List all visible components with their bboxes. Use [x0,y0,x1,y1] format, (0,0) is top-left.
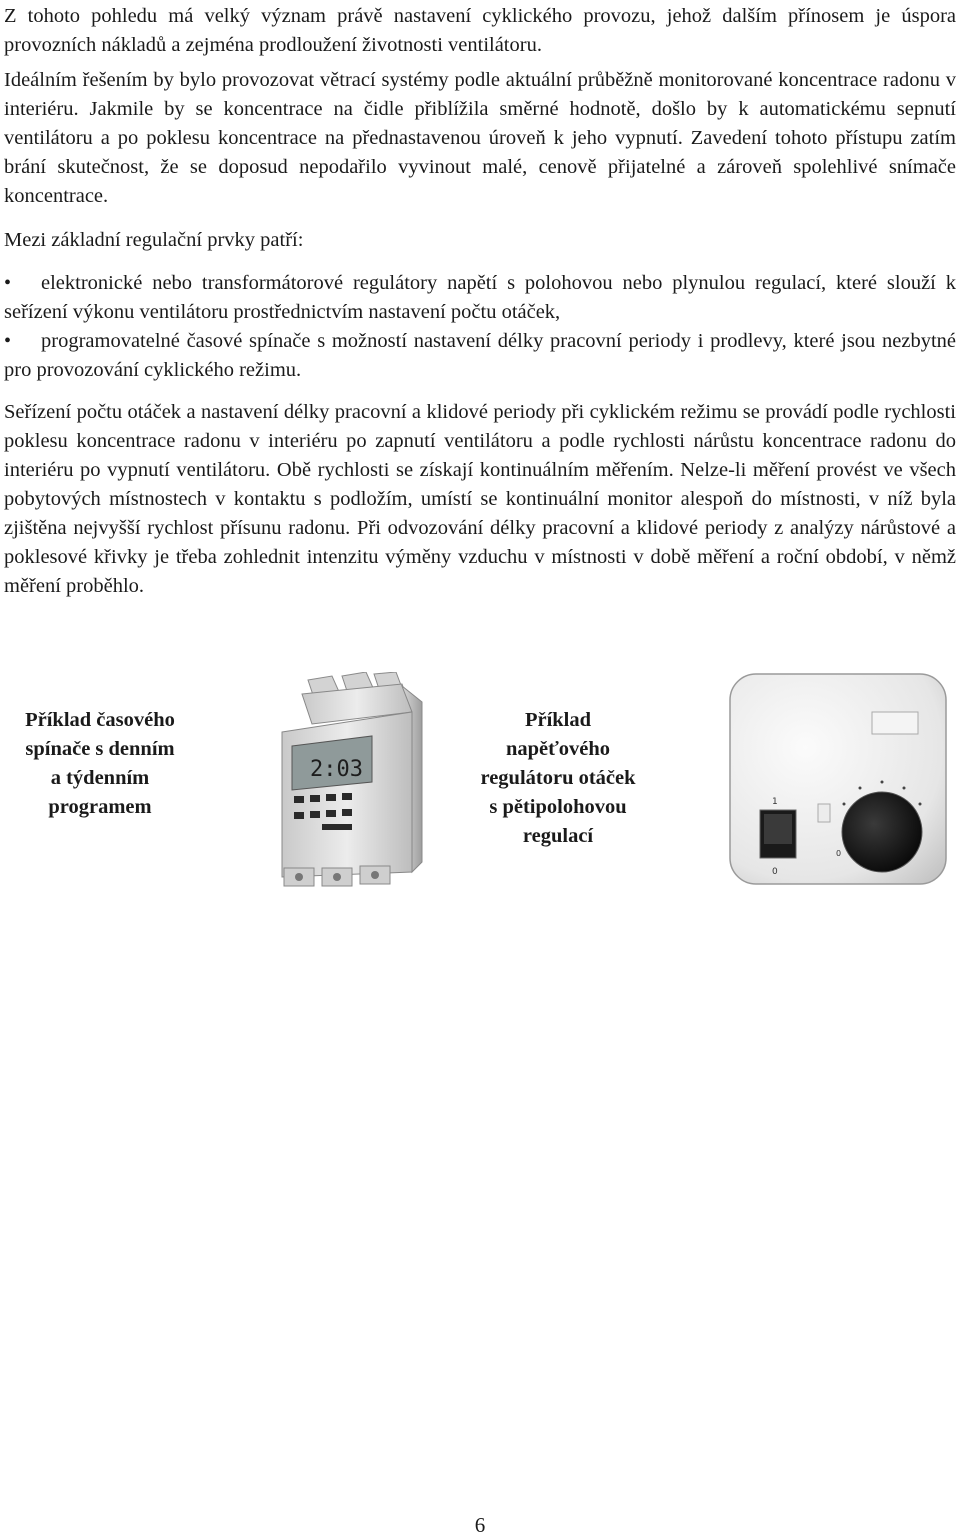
paragraph-speed-adjustment: Seřízení počtu otáček a nastavení délky pracovní a klidové periody při cyklickém režimu se provádí podle rychlosti poklesu koncentrace radonu v interiéru po zapnutí ventilátoru a podle rychlosti nárůstu koncentrace radonu do interiéru po vypnutí ventilátoru. Obě rychlosti se získají kontinuálním měřením. Nelze-li měření provést ve všech pobytových místnostech v kontaktu s podložím, umístí se kontinuální monitor alespoň do místnosti, v níž byla zjištěna nejvyšší rychlost přísunu radonu. Při odvozování délky pracovní a klidové periody z analýzy nárůstové a poklesové křivky je třeba zohlednit intenzitu výměny vzduchu v místnosti v době měření a roční období, v němž měření proběhlo. [4,401,956,597]
paragraph-control-elements-intro: Mezi základní regulační prvky patří: [4,229,304,251]
page-number: 6 [474,1513,486,1537]
timer-display-digits: 2:03 [310,757,363,782]
caption-line: Příklad [524,709,592,731]
bullet-text: elektronické nebo transformátorové regulátory napětí s polohovou nebo plynulou regulací, které slouží k seřízení výkonu ventilátoru prostřednictvím nastavení počtu otáček, [4,272,956,323]
caption-line: s pětipolohovou [489,796,627,818]
bullet-item-time-switches [4,327,956,385]
paragraph-cyclic-operation: Z tohoto pohledu má velký význam právě nastavení cyklického provozu, jehož dalším přínosem je úspora provozních nákladů a zejména prodloužení životnosti ventilátoru. [4,5,956,56]
time-switch-image [262,672,430,892]
caption-line: a týdenním [50,767,150,789]
caption-line: regulací [522,825,594,847]
paragraph-ideal-solution: Ideálním řešením by bylo provozovat větrací systémy podle aktuální průběžně monitorované koncentrace radonu v interiéru. Jakmile by se koncentrace na čidle přiblížila směrné hodnotě, došlo by k automatickému sepnutí ventilátoru a po poklesu koncentrace na přednastavenou úroveň k jeho vypnutí. Zavedení tohoto přístupu zatím brání skutečnost, že se doposud nepodařilo vyvinout malé, cenově přijatelné a zároveň spolehlivé snímače koncentrace. [4,69,956,207]
caption-line: napěťového [505,738,611,760]
figure-caption-voltage-regulator [448,706,668,851]
voltage-regulator-image [722,664,954,892]
figure-caption-time-switch [0,706,200,822]
bullet-item-voltage-regulators [4,269,956,327]
caption-line: Příklad časového [25,709,175,731]
caption-line: spínače s denním [25,738,175,760]
switch-off-label: 0 [772,867,778,877]
bullet-text: programovatelné časové spínače s možností nastavení délky pracovní periody i prodlevy, které jsou nezbytné pro provozování cyklického režimu. [4,330,956,381]
bullet-icon: • [4,330,12,352]
bullet-icon: • [4,272,12,294]
dial-min-label: 0 [836,849,842,858]
switch-on-label: 1 [772,797,778,807]
caption-line: regulátoru otáček [480,767,636,789]
caption-line: programem [48,796,152,818]
